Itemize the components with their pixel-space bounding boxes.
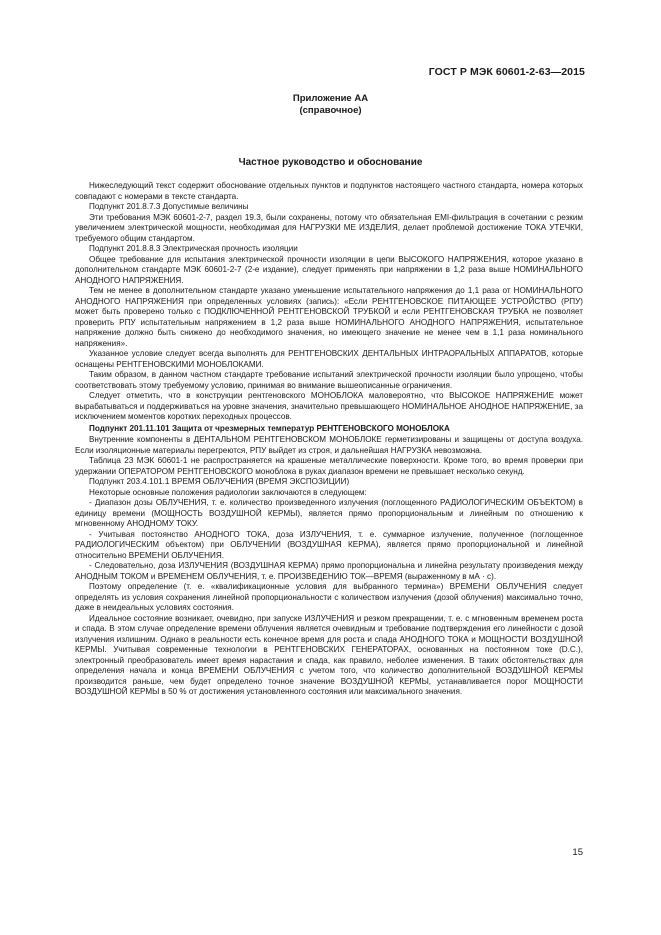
section-title: Частное руководство и обоснование <box>238 157 423 168</box>
paragraph: Общее требование для испытания электрической прочности изоляции в цепи ВЫСОКОГО НАПРЯЖЕНИЯ, которое указано в дополнительном стандарте МЭК 60601-2-7 (2-е издание), следует применять при напряжении в 1,2 раза выше НОМИНАЛЬНОГО АНОДНОГО НАПРЯЖЕНИЯ. <box>75 254 583 285</box>
paragraph: Эти требования МЭК 60601-2-7, раздел 19.3, были сохранены, потому что обязательная EMI-фильтрация в сочетании с резким увеличением электрической мощности, необходимая для НАГРУЗКИ МЕ ИЗДЕЛИЯ, делает проблемой достижение ТОКА УТЕЧКИ, требуемого общим стандартом. <box>75 212 583 243</box>
annex-subtitle: (справочное) <box>299 105 362 116</box>
annex-title: Приложение АА <box>292 93 369 104</box>
paragraph: Тем не менее в дополнительном стандарте указано уменьшение испытательного напряжения до 1,1 раза от НОМИНАЛЬНОГО АНОДНОГО НАПРЯЖЕНИЯ при определенных условиях (запись): «Если РЕНТГЕНОВСКОЕ ПИТАЮЩЕЕ УСТРОЙСТВО (РПУ) может быть проверено только с ПОДКЛЮЧЕННОЙ РЕНТГЕНОВСКОЙ ТРУБКОЙ и если РЕНТГЕНОВСКАЯ ТРУБКА не позволяет проверить РПУ испытательным напряжением в 1,2 раза выше НОМИНАЛЬНОГО АНОДНОГО НАПРЯЖЕНИЯ, испытательное напряжение должно быть снижено до необходимого значения, но имеющего значение не менее чем в 1,1 раза номинального напряжения». <box>75 286 583 348</box>
paragraph: Следует отметить, что в конструкции рентгеновского МОНОБЛОКА маловероятно, что ВЫСОКОЕ НАПРЯЖЕНИЕ может вырабатываться и поддерживаться на уровне значения, значительно превышающего НОМИНАЛЬНОЕ АНОДНОЕ НАПРЯЖЕНИЕ, за исключением моментов коротких переходных процессов. <box>75 391 583 421</box>
list-item: - Следовательно, доза ИЗЛУЧЕНИЯ (ВОЗДУШНАЯ КЕРМА) прямо пропорциональна и линейна результату произведения между АНОДНЫМ ТОКОМ и ВРЕМЕНЕМ ОБЛУЧЕНИЯ, т. е. ПРОИЗВЕДЕНИЮ ТОК—ВРЕМЯ (выраженному в мА · с). <box>75 561 583 581</box>
paragraph: Некоторые основные положения радиологии заключаются в следующем: <box>89 487 367 497</box>
paragraph: Внутренние компоненты в ДЕНТАЛЬНОМ РЕНТГЕНОВСКОМ МОНОБЛОКЕ герметизированы и защищены от доступа воздуха. Если изоляционные материалы перегреются, РПУ выйдет из строя, и дальнейшая НАГРУЗКА невозможна. <box>75 435 583 455</box>
paragraph: Нижеследующий текст содержит обоснование отдельных пунктов и подпунктов настоящего частного стандарта, номера которых совпадают с номерами в тексте стандарта. <box>75 181 583 201</box>
list-item: - Диапазон дозы ОБЛУЧЕНИЯ, т. е. количество произведенного излучения (поглощенного РАДИОЛОГИЧЕСКИМ ОБЪЕКТОМ) в единицу времени (МОЩНОСТЬ ВОЗДУШНОЙ КЕРМЫ), является прямо пропорциональным и линейным по отношению к мгновенному АНОДНОМУ ТОКУ. <box>75 498 583 528</box>
paragraph: Подпункт 203.4.101.1 ВРЕМЯ ОБЛУЧЕНИЯ (ВРЕМЯ ЭКСПОЗИЦИИ) <box>89 477 350 486</box>
paragraph: Идеальное состояние возникает, очевидно, при запуске ИЗЛУЧЕНИЯ и резком прекращении, т. е. с мгновенным временем роста и спада. В этом случае определение времени облучения является очевидным и требование подтверждения его линейности с дозой излучения излишним. Однако в реальности есть конечное время для роста и спада АНОДНОГО ТОКА и МОЩНОСТИ ВОЗДУШНОЙ КЕРМЫ. Учитывая современные технологии в РЕНТГЕНОВСКИХ ГЕНЕРАТОРАХ, основанных на постоянном токе (D.C.), электронный преобразователь имеет время нарастания и спада, как правило, неболее изменения. В таких обстоятельствах для определения начала и конца ВРЕМЕНИ ОБЛУЧЕНИЯ с учетом того, что количество дополнительной ВОЗДУШНОЙ КЕРМЫ производится раньше, чем будет определено точное значение ВОЗДУШНОЙ КЕРМЫ, устанавливается порог МОЩНОСТИ ВОЗДУШНОЙ КЕРМЫ в 50 % от достижения установленного состояния или максимального значения. <box>75 613 583 696</box>
page-number: 15 <box>572 847 583 858</box>
paragraph: Указанное условие следует всегда выполнять для РЕНТГЕНОВСКИХ ДЕНТАЛЬНЫХ ИНТРАОРАЛЬНЫХ АППАРАТОВ, которые оснащены РЕНТГЕНОВСКИМИ МОНОБЛОКАМИ. <box>75 349 583 369</box>
paragraph: Подпункт 201.8.7.3 Допустимые величины <box>89 202 249 211</box>
subclause-heading: Подпункт 201.11.101 Защита от чрезмерных температур РЕНТГЕНОВСКОГО МОНОБЛОКА <box>89 423 450 433</box>
annex-heading <box>0 93 661 117</box>
list-item: - Учитывая постоянство АНОДНОГО ТОКА, доза ИЗЛУЧЕНИЯ, т. е. суммарное излучение, полученное (поглощенное РАДИОЛОГИЧЕСКИМ объектом) при ОБЛУЧЕНИИ (ВОЗДУШНАЯ КЕРМА), является прямо пропорциональной и линейной относительно ВРЕМЕНИ ОБЛУЧЕНИЯ. <box>75 529 583 560</box>
paragraph: Поэтому определение (т. е. «квалификационные условия для выбранного термина») ВРЕМЕНИ ОБЛУЧЕНИЯ следует определять из условия сохранения линейной пропорциональности с количеством излучения (дозой облучения) максимально точно, даже в неидеальных условиях состояния. <box>75 582 583 612</box>
paragraph: Подпункт 201.8.8.3 Электрическая прочность изоляции <box>89 244 298 253</box>
paragraph: Таблица 23 МЭК 60601-1 не распространяется на крашеные металлические поверхности. Кроме того, во время проверки при удержании ОПЕРАТОРОМ РЕНТГЕНОВСКОГО моноблока в руках диапазон времени не превышает несколько секунд. <box>75 456 583 476</box>
document-body <box>75 181 583 698</box>
document-code-header: ГОСТ Р МЭК 60601-2-63—2015 <box>428 66 585 78</box>
paragraph: Таким образом, в данном частном стандарте требование испытаний электрической прочности изоляции было упрощено, чтобы соответствовать этому требуемому условию, принимая во внимание вышеописанные ограничения. <box>75 370 583 390</box>
